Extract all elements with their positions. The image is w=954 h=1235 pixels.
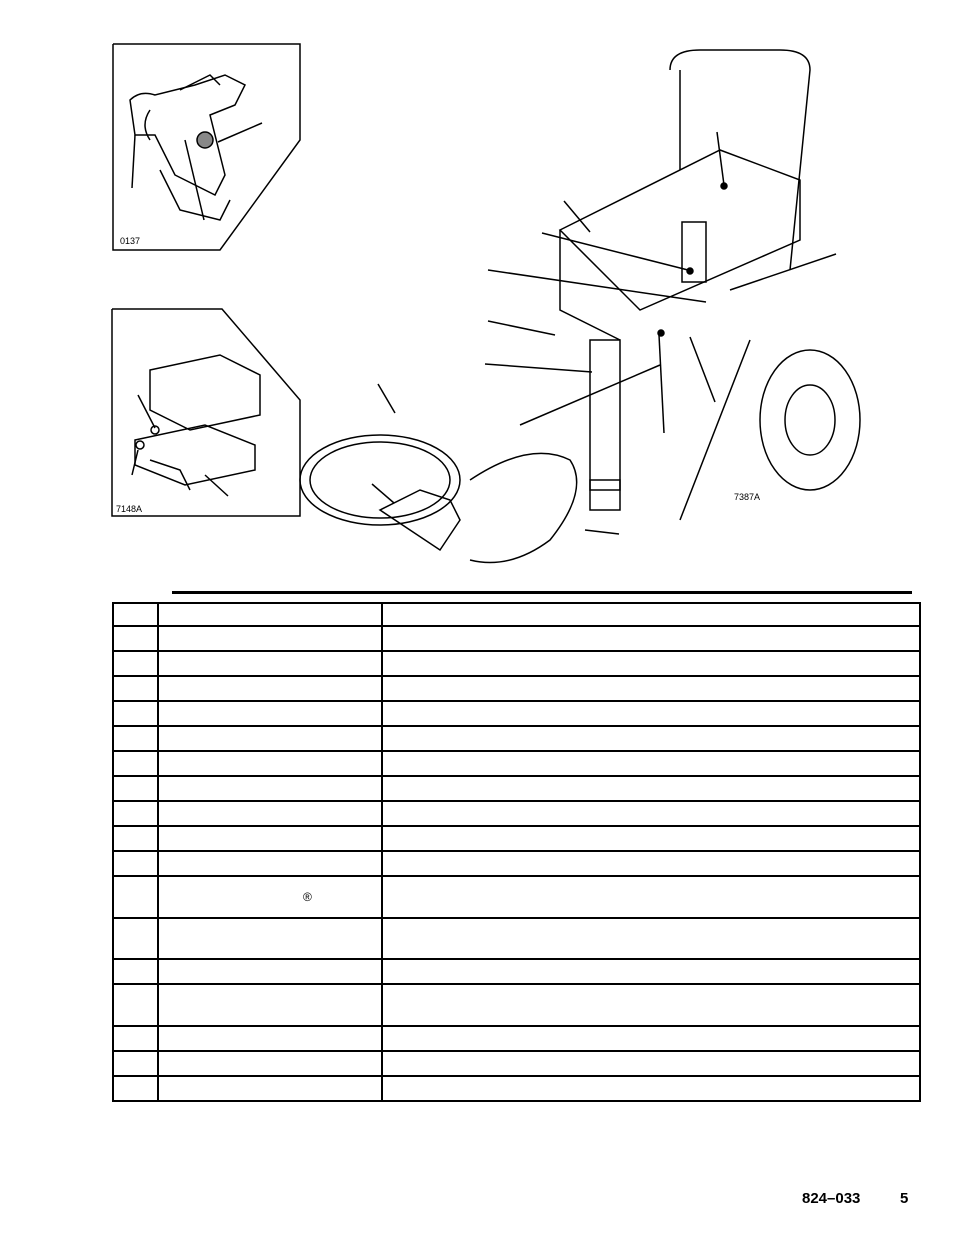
description-cell [382, 918, 920, 959]
table-row [113, 651, 920, 676]
ref-cell [113, 1051, 158, 1076]
ref-cell [113, 726, 158, 751]
ref-cell [113, 701, 158, 726]
parts-table-body [113, 603, 920, 1101]
table-row [113, 726, 920, 751]
description-cell [382, 1051, 920, 1076]
ref-cell [113, 826, 158, 851]
table-row [113, 959, 920, 984]
name-cell [158, 959, 382, 984]
ref-cell [113, 801, 158, 826]
name-cell [158, 1076, 382, 1101]
sprayer-main-drawing [300, 50, 860, 563]
name-cell [158, 626, 382, 651]
control-inset-code: 7148A [116, 504, 143, 514]
description-cell [382, 876, 920, 918]
sprayer-figure-code: 7387A [734, 492, 761, 502]
description-cell [382, 726, 920, 751]
ref-cell [113, 751, 158, 776]
name-cell [158, 1051, 382, 1076]
table-row [113, 603, 920, 626]
parts-table [112, 602, 921, 1102]
description-cell [382, 651, 920, 676]
name-cell [158, 801, 382, 826]
ref-cell [113, 851, 158, 876]
ref-cell [113, 918, 158, 959]
name-cell [158, 984, 382, 1026]
table-row [113, 776, 920, 801]
table-row [113, 876, 920, 918]
ref-cell [113, 1026, 158, 1051]
table-row [113, 1076, 920, 1101]
name-cell [158, 826, 382, 851]
ref-cell [113, 676, 158, 701]
description-cell [382, 826, 920, 851]
table-row [113, 676, 920, 701]
ref-cell [113, 776, 158, 801]
ref-cell [113, 1076, 158, 1101]
description-cell [382, 701, 920, 726]
table-row [113, 984, 920, 1026]
name-cell [158, 701, 382, 726]
description-cell [382, 801, 920, 826]
description-cell [382, 776, 920, 801]
registered-mark: ® [303, 890, 312, 904]
description-cell [382, 984, 920, 1026]
ref-cell [113, 876, 158, 918]
table-row [113, 1051, 920, 1076]
gun-inset-code: 0137 [120, 236, 141, 246]
table-row [113, 801, 920, 826]
description-cell [382, 626, 920, 651]
table-row [113, 918, 920, 959]
description-cell [382, 1026, 920, 1051]
equipment-figure [0, 0, 954, 590]
page-number: 5 [900, 1190, 909, 1207]
table-row [113, 826, 920, 851]
name-cell [158, 851, 382, 876]
control-box-inset [112, 309, 300, 516]
description-cell [382, 751, 920, 776]
name-cell [158, 603, 382, 626]
table-row [113, 626, 920, 651]
ref-cell [113, 651, 158, 676]
ref-cell [113, 603, 158, 626]
table-row [113, 701, 920, 726]
doc-number: 824–033 [802, 1190, 861, 1207]
description-cell [382, 603, 920, 626]
description-cell [382, 959, 920, 984]
description-cell [382, 1076, 920, 1101]
table-row [113, 851, 920, 876]
name-cell [158, 726, 382, 751]
name-cell [158, 776, 382, 801]
name-cell [158, 651, 382, 676]
name-cell [158, 918, 382, 959]
description-cell [382, 851, 920, 876]
ref-cell [113, 984, 158, 1026]
spray-gun-inset [113, 44, 300, 250]
table-row [113, 1026, 920, 1051]
table-row [113, 751, 920, 776]
ref-cell [113, 626, 158, 651]
name-cell [158, 1026, 382, 1051]
name-cell [158, 751, 382, 776]
name-cell [158, 676, 382, 701]
description-cell [382, 676, 920, 701]
table-top-rule [172, 591, 912, 594]
name-cell [158, 876, 382, 918]
ref-cell [113, 959, 158, 984]
